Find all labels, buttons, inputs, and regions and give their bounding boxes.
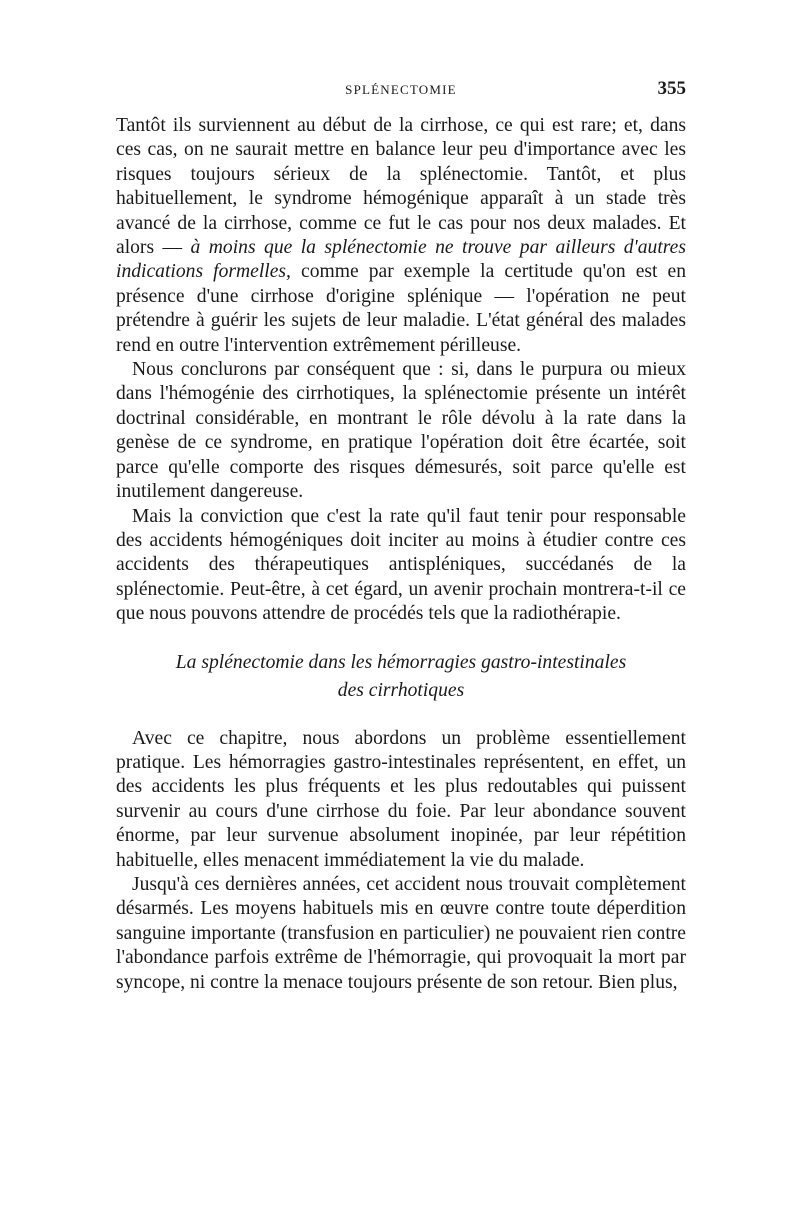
paragraph-5: Jusqu'à ces dernières années, cet accident nous trouvait complètement désarmés. Les moyens habituels mis en œuvre contre toute déperdition sanguine importante (transfusion en particulier) ne pouvaient rien contre l'abondance parfois extrême de l'hémorragie, qui provoquait la mort par syncope, ni contre la menace toujours présente de son retour. Bien plus,: [116, 873, 686, 993]
paragraph-1-text-end: comme par exemple la certitude qu'on est en présence d'une cirrhose d'origine splénique — l'opération ne peut prétendre à guérir les sujets de leur maladie. L'état général des malades rend en outre l'intervention extrêmement périlleuse.: [116, 261, 686, 356]
body-text: [116, 114, 686, 995]
page-number: 355: [657, 78, 686, 99]
paragraph-1: [116, 114, 686, 358]
running-title: SPLÉNECTOMIE: [345, 82, 457, 97]
section-heading: [116, 649, 686, 705]
paragraph-1-text-start: Tantôt ils surviennent au début de la cirrhose, ce qui est rare; et, dans ces cas, on ne saurait mettre en balance leur peu d'importance avec les risques toujours sérieux de la splénectomie. Tantôt, et plus habituellement, le syndrome hémogénique apparaît à un stade très avancé de la cirrhose, comme ce fut le cas pour nos deux malades. Et alors —: [116, 115, 686, 259]
paragraph-4: Avec ce chapitre, nous abordons un problème essentiellement pratique. Les hémorragies gastro-intestinales représentent, en effet, un des accidents les plus fréquents et les plus redoutables qui puissent survenir au cours d'une cirrhose du foie. Par leur abondance souvent énorme, par leur survenue absolument inopinée, par leur répétition habituelle, elles menacent immédiatement la vie du malade.: [116, 727, 686, 871]
section-heading-line-2: des cirrhotiques: [337, 679, 465, 701]
paragraph-3: Mais la conviction que c'est la rate qu'il faut tenir pour responsable des accidents hémogéniques doit inciter au moins à étudier contre ces accidents des thérapeutiques antispléniques, succédanés de la splénectomie. Peut-être, à cet égard, un avenir prochain montrera-t-il ce que nous pouvons attendre de procédés tels que la radiothérapie.: [116, 505, 686, 625]
running-head: [116, 78, 686, 102]
paragraph-1-italic-text: à moins que la splénectomie ne trouve par ailleurs d'autres indications formelles,: [116, 237, 686, 283]
section-heading-line-1: La splénectomie dans les hémorragies gastro-intestinales: [175, 651, 627, 673]
paragraph-2: Nous conclurons par conséquent que : si, dans le purpura ou mieux dans l'hémogénie des cirrhotiques, la splénectomie présente un intérêt doctrinal considérable, en montrant le rôle dévolu à la rate dans la genèse de ce syndrome, en pratique l'opération doit être écartée, soit parce qu'elle comporte des risques démesurés, soit parce qu'elle est inutilement dangereuse.: [116, 359, 686, 503]
